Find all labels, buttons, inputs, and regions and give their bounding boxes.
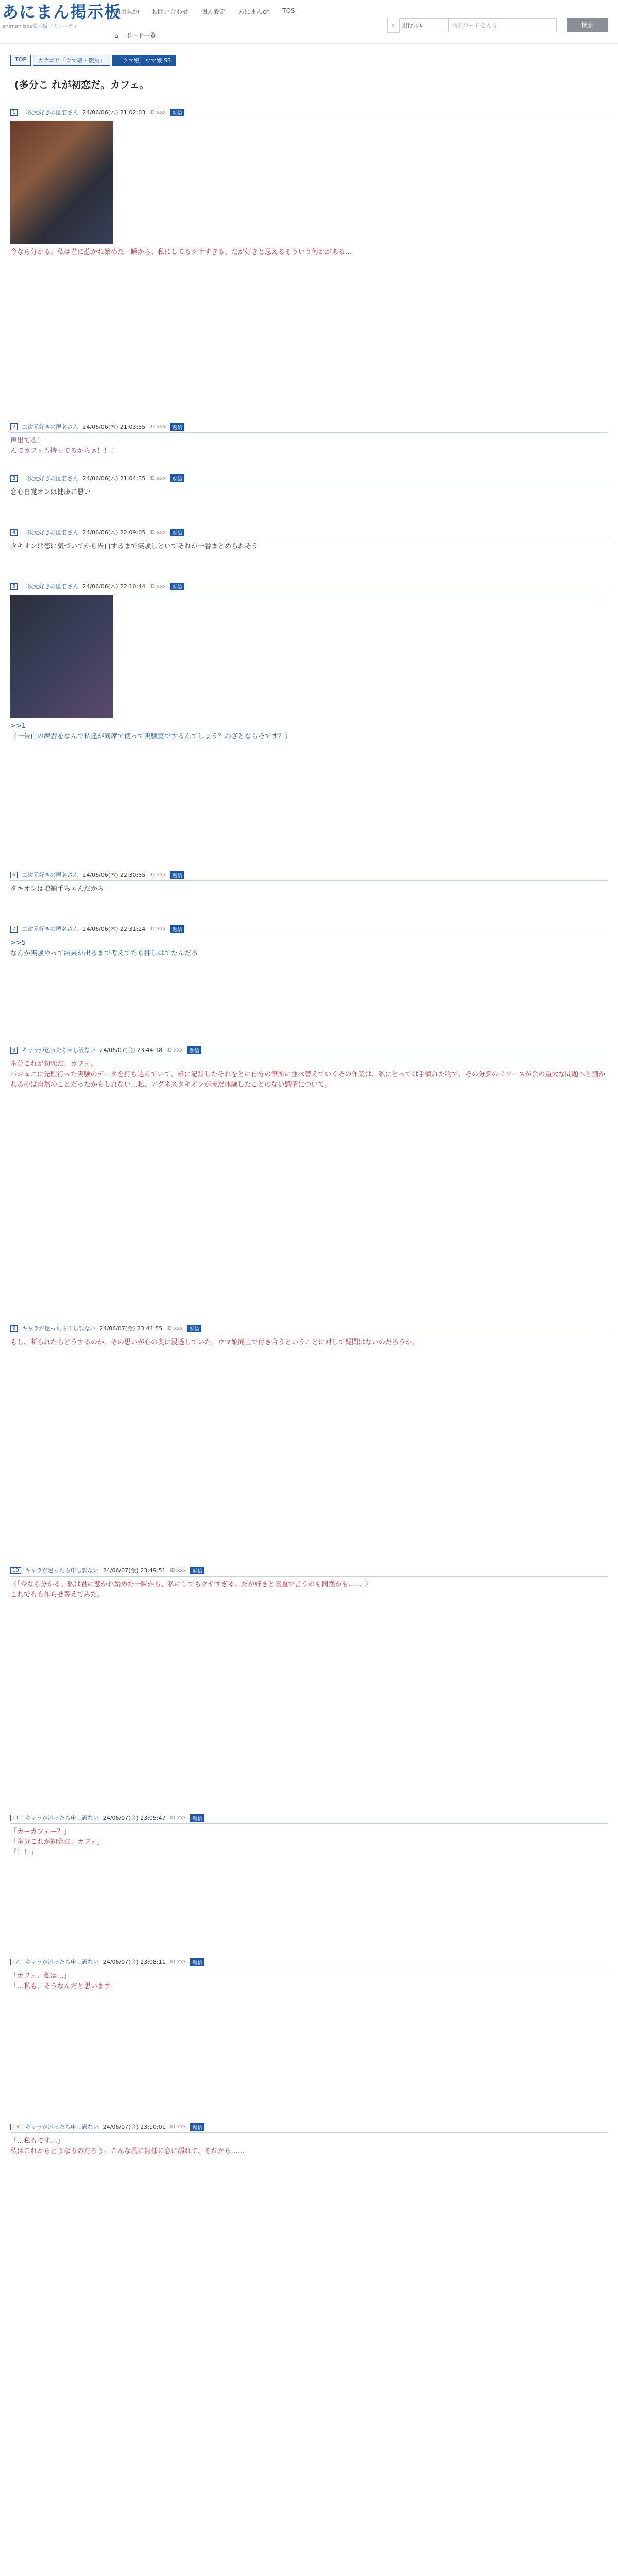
top-nav: [114, 7, 295, 16]
post: [10, 528, 608, 552]
post-body: （「今なら分かる。私は君に惹かれ始めた一瞬から、私にしてもクサすぎる、だが好きと素直で言うのも同然かも……」） これでもも作らせ答えてみた。: [10, 1581, 372, 1599]
reply-button[interactable]: 返信: [187, 1046, 201, 1054]
reply-button[interactable]: 返信: [170, 474, 184, 482]
post-date: 24/06/07(金) 23:44:55: [99, 1325, 163, 1332]
reply-button[interactable]: 返信: [170, 529, 184, 536]
post-author: 二次元好きの匿名さん: [22, 583, 79, 590]
post-date: 24/06/06(木) 22:10:44: [82, 583, 146, 590]
tag-board[interactable]: ［ウマ娘］ウマ娘 SS: [112, 55, 176, 66]
post-id: ID:xxx: [149, 423, 166, 430]
post-author: キャラが迷ったら申し訳ない: [22, 1325, 96, 1332]
post-image[interactable]: [10, 121, 113, 244]
post-number[interactable]: 3: [10, 475, 18, 482]
post-body: 声出てる！ んでカフェも持ってるからぁ！！！: [10, 437, 117, 455]
post-header: [10, 1958, 608, 1968]
post: [10, 1046, 608, 1090]
post-header: [10, 528, 608, 538]
thread-title: (多分こ れが初恋だ。カフェ。: [14, 79, 149, 91]
post-body: もし、断られたらどうするのか、その思いが心の奥に浸透していた。ウマ娘同士で付き合うということに対して疑問はないのだろうか。: [10, 1338, 419, 1346]
post: [10, 2123, 608, 2157]
reply-button[interactable]: 返信: [190, 1814, 204, 1822]
reply-button[interactable]: 返信: [190, 2123, 204, 2131]
post: [10, 1814, 608, 1858]
post-number[interactable]: 6: [10, 872, 18, 878]
post-id: ID:xxx: [149, 926, 166, 932]
post-author: キャラが迷ったら申し訳ない: [22, 1047, 96, 1054]
post-id: ID:xxx: [169, 1959, 186, 1965]
post-body: 「…私もです…」 私はこれからどうなるのだろう。こんな風に無様に恋に溺れて、それから……: [10, 2137, 245, 2155]
post-image[interactable]: [10, 595, 113, 718]
site-title[interactable]: あにまん掲示板: [2, 2, 122, 22]
nav-tos[interactable]: TOS: [282, 7, 295, 14]
post-body: 今なら分かる。私は君に惹かれ始めた一瞬から、私にしてもクサすぎる、だが好きと思えるそういう何かがある…: [10, 248, 352, 256]
post-header: [10, 925, 608, 935]
post-header: [10, 1566, 608, 1577]
post-date: 24/06/06(木) 22:31:24: [82, 926, 146, 933]
post-date: 24/06/06(木) 21:02:03: [82, 109, 146, 116]
reply-button[interactable]: 返信: [187, 1325, 201, 1332]
post-body: >>1 （一告白の練習をなんで私達が同席で使って実験室でするんてしょう？わざとならそです？）: [10, 722, 292, 740]
site-header: [0, 0, 618, 44]
post-date: 24/06/06(木) 21:03:55: [82, 423, 146, 430]
post: [10, 474, 608, 498]
post-body: 恋心自覚オンは健康に悪い: [10, 488, 91, 496]
post-body: 「カーカフェー？」 「多分これが初恋だ、カフェ」 「！！」: [10, 1828, 104, 1856]
post-author: キャラが迷ったら申し訳ない: [25, 2124, 99, 2130]
nav-settings[interactable]: 個人設定: [201, 8, 226, 15]
post-author: キャラが迷ったら申し訳ない: [25, 1959, 99, 1965]
post: [10, 582, 608, 742]
post-author: 二次元好きの匿名さん: [22, 872, 79, 878]
post-body: >>5 なんか実験やって結果が出るまで考えてたら押しはてたんだろ: [10, 939, 198, 957]
post-id: ID:xxx: [169, 2124, 186, 2130]
post-date: 24/06/06(木) 22:09:05: [82, 529, 146, 536]
search-icon: ⌕: [387, 18, 399, 33]
post-id: ID:xxx: [169, 1815, 186, 1821]
post-date: 24/06/07(金) 23:10:01: [102, 2124, 166, 2130]
post-header: [10, 582, 608, 592]
post-author: 二次元好きの匿名さん: [22, 109, 79, 116]
post-date: 24/06/07(金) 23:05:47: [102, 1815, 166, 1821]
post-date: 24/06/06(木) 21:04:35: [82, 475, 146, 482]
nav-terms[interactable]: 利用規約: [114, 8, 140, 15]
post: [10, 925, 608, 959]
post-id: ID:xxx: [149, 475, 166, 481]
reply-button[interactable]: 返信: [170, 109, 184, 116]
reply-button[interactable]: 返信: [190, 1567, 204, 1574]
category-tags: [10, 55, 176, 66]
post-id: ID:xxx: [149, 109, 166, 115]
post: [10, 1324, 608, 1348]
post-number[interactable]: 13: [10, 2124, 21, 2130]
post-id: ID:xxx: [149, 529, 166, 535]
search-bar: [387, 18, 608, 33]
site-subtitle: animan bbs掲示板コミュニティ: [2, 24, 78, 29]
breadcrumb-current[interactable]: ボード一覧: [125, 32, 157, 39]
post-number[interactable]: 2: [10, 423, 18, 430]
post-header: [10, 474, 608, 484]
reply-button[interactable]: 返信: [170, 423, 184, 431]
post-number[interactable]: 9: [10, 1325, 18, 1332]
post-header: [10, 108, 608, 118]
tag-top[interactable]: TOP: [10, 55, 31, 66]
post-author: 二次元好きの匿名さん: [22, 475, 79, 482]
search-scope-select[interactable]: 現行スレ: [399, 18, 449, 32]
post-author: 二次元好きの匿名さん: [22, 926, 79, 933]
post-id: ID:xxx: [149, 872, 166, 878]
post-date: 24/06/06(木) 22:30:55: [82, 872, 146, 878]
post-author: 二次元好きの匿名さん: [22, 423, 79, 430]
post-id: ID:xxx: [166, 1325, 183, 1331]
post-number[interactable]: 7: [10, 926, 18, 933]
nav-contact[interactable]: お問い合わせ: [151, 8, 189, 15]
post-number[interactable]: 8: [10, 1047, 18, 1054]
post-number[interactable]: 5: [10, 583, 18, 590]
reply-button[interactable]: 返信: [170, 583, 184, 590]
post-number[interactable]: 4: [10, 529, 18, 536]
post-id: ID:xxx: [169, 1567, 186, 1573]
post-number[interactable]: 12: [10, 1959, 21, 1965]
post-date: 24/06/07(金) 23:44:18: [99, 1047, 163, 1054]
post: [10, 871, 608, 894]
post-header: [10, 1046, 608, 1056]
post-number[interactable]: 10: [10, 1567, 21, 1574]
post-number[interactable]: 1: [10, 109, 18, 116]
post-number[interactable]: 11: [10, 1815, 21, 1821]
post-header: [10, 2123, 608, 2133]
post-author: キャラが迷ったら申し訳ない: [25, 1815, 99, 1821]
post-date: 24/06/07(金) 23:08:11: [102, 1959, 166, 1965]
post-header: [10, 1814, 608, 1824]
post: [10, 1566, 608, 1600]
post: [10, 1958, 608, 1992]
breadcrumb: [114, 31, 156, 40]
post: [10, 422, 608, 456]
reply-button[interactable]: 返信: [190, 1958, 204, 1966]
site-logo[interactable]: [2, 3, 121, 29]
post-header: [10, 871, 608, 881]
post-date: 24/06/07(金) 23:49:51: [102, 1567, 166, 1574]
post-id: ID:xxx: [166, 1047, 183, 1053]
post-body: タキオンは恋に気づいてから告白するまで実験しといてそれが一番まとめられそう: [10, 543, 259, 550]
tag-category[interactable]: カテゴリ「ウマ娘・競馬」: [33, 55, 110, 66]
home-icon[interactable]: ⌂: [114, 32, 118, 39]
reply-button[interactable]: 返信: [170, 925, 184, 933]
post-header: [10, 1324, 608, 1334]
post-body: 「カフェ、私は…」 「…私も、そうなんだと思います」: [10, 1972, 118, 1990]
post-author: 二次元好きの匿名さん: [22, 529, 79, 536]
nav-animanch[interactable]: あにまんch: [238, 8, 270, 15]
search-button[interactable]: 検索: [567, 18, 608, 32]
post-id: ID:xxx: [149, 583, 166, 589]
post-body: タキオンは増補手ちゃんだから一: [10, 885, 111, 893]
post-author: キャラが迷ったら申し訳ない: [25, 1567, 99, 1574]
post-header: [10, 422, 608, 433]
post-body: 多分これが初恋だ、カフェ。 パジュニに先程行った実験のデータを打ち込んでいて、雄に記録したそれをとに自分の筆所に並べ替えていくその作業は、私にとっては手慣れた物で、その分脳のリソースが余の重大な問題へと割かれるのは自然のことだったかもしれない…私、アグネスタキオンが未だ体験したことのない感情について。: [10, 1060, 606, 1089]
search-input[interactable]: 検索ワードを入力: [449, 18, 557, 32]
reply-button[interactable]: 返信: [170, 871, 184, 879]
post: [10, 108, 608, 258]
